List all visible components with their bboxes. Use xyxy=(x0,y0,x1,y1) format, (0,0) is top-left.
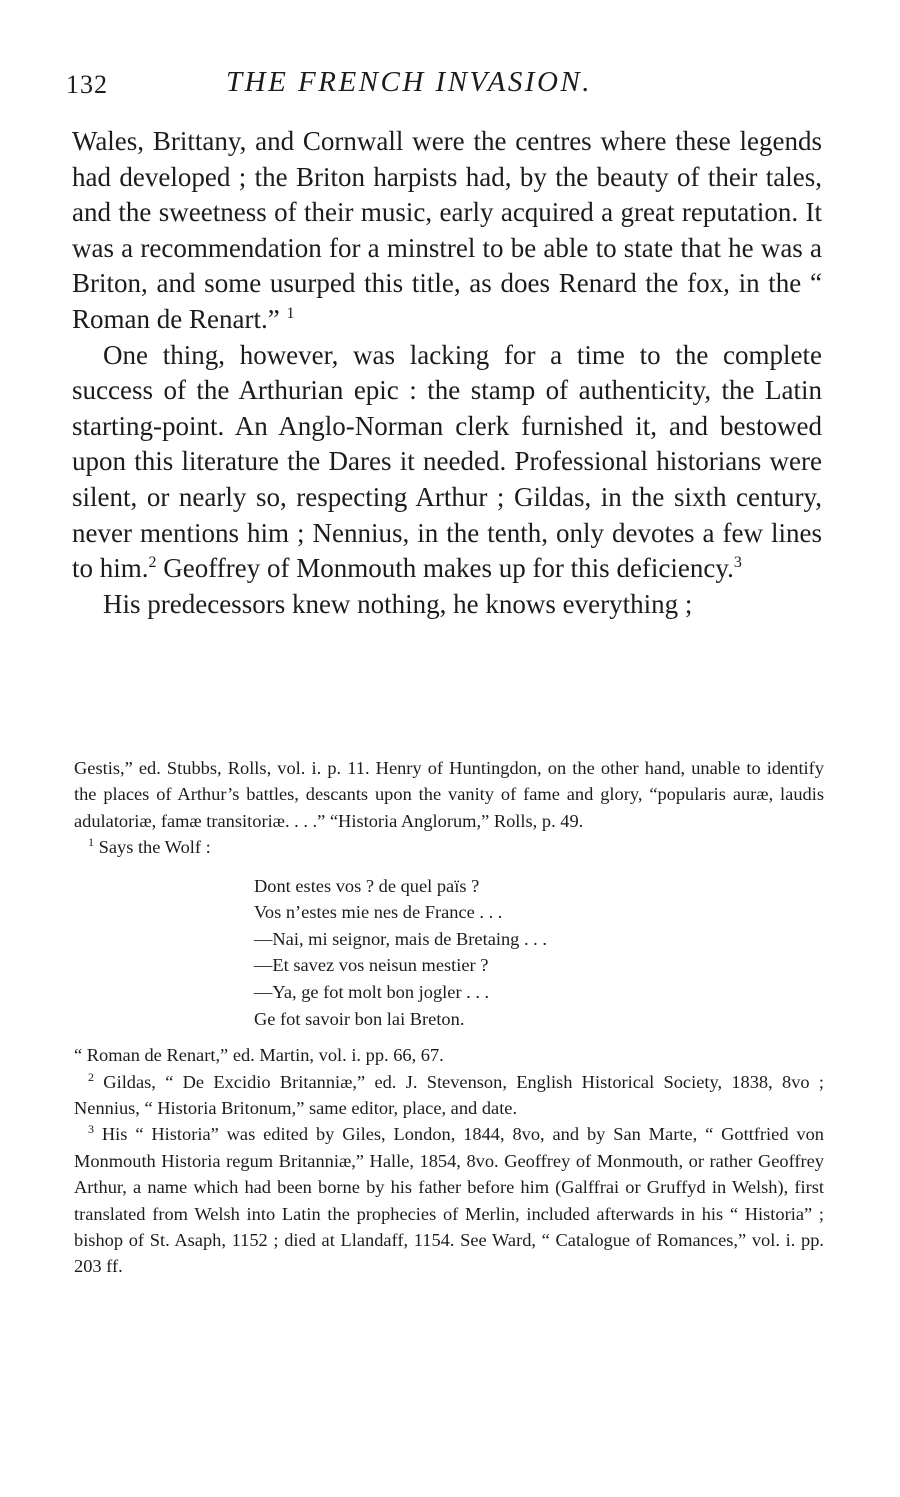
paragraph-1-text: Wales, Brittany, and Cornwall were the centres where these legends had developed ; the Briton harpists had, by the beauty of their tales, and the sweetness of their music, early acquired a great reputation. It was a recommendation for a minstrel to be able to state that he was a Briton, and some usurped this title, as does Renard the fox, in the “ Roman de Renart.” xyxy=(72,126,822,334)
paragraph-2 xyxy=(72,338,822,587)
paragraph-1 xyxy=(72,124,822,338)
verse-line: —Ya, ge fot molt bon jogler . . . xyxy=(254,982,490,1002)
footnotes xyxy=(74,755,824,1280)
paragraph-3: His predecessors knew nothing, he knows everything ; xyxy=(103,588,693,619)
verse-line: —Nai, mi seignor, mais de Bretaing . . . xyxy=(254,928,547,949)
running-title: THE FRENCH INVASION. xyxy=(226,66,593,98)
verse-line: —Et savez vos neisun mestier ? xyxy=(254,955,489,976)
footnote-1-intro: Says the Wolf : xyxy=(98,837,211,858)
footnote-carryover: Gestis,” ed. Stubbs, Rolls, vol. i. p. 11. Henry of Huntingdon, on the other hand, unable to identify the places of Arthur’s battles, descants upon the vanity of fame and glory, “popularis auræ, laudis adulatoriæ, famæ transitoriæ. . . .” “Historia Anglorum,” Rolls, p. 49. xyxy=(74,758,824,831)
verse-line: Vos n’estes mie nes de France . . . xyxy=(254,902,503,923)
paragraph-2-text-b: Geoffrey of Monmouth makes up for this deficiency. xyxy=(156,553,734,584)
footnote-1 xyxy=(74,834,824,860)
verse-line: Ge fot savoir bon lai Breton. xyxy=(254,1008,465,1029)
footnote-3-mark: 3 xyxy=(88,1122,94,1137)
page-number: 132 xyxy=(66,70,108,99)
footnote-ref-1: 1 xyxy=(286,304,295,322)
main-text xyxy=(72,124,822,622)
footnote-1-citation: “ Roman de Renart,” ed. Martin, vol. i. pp. 66, 67. xyxy=(74,1045,444,1066)
footnote-2-mark: 2 xyxy=(88,1069,94,1084)
paragraph-2-text-a: One thing, however, was lacking for a time to the complete success of the Arthurian epic : the stamp of authenticity, the Latin starting-point. An Anglo-Norman clerk furnished it, and bestowed upon this literature the Dares it needed. Professional historians were silent, or nearly so, respecting Arthur ; Gildas, in the sixth century, never mentions him ; Nennius, in the tenth, only devotes a few lines to him. xyxy=(72,339,822,584)
footnote-1-mark: 1 xyxy=(88,835,94,850)
footnote-ref-2: 2 xyxy=(148,554,157,572)
footnote-2 xyxy=(74,1069,824,1122)
verse-line: Dont estes vos ? de quel païs ? xyxy=(254,875,480,896)
verse-quote xyxy=(254,873,824,1033)
page-header xyxy=(66,64,826,104)
footnote-3-text: His “ Historia” was edited by Giles, London, 1844, 8vo, and by San Marte, “ Gottfried von Monmouth Historia regum Britanniæ,” Halle, 1854, 8vo. Geoffrey of Monmouth, or rather Geoffrey Arthur, a name which had been borne by his father before him (Galffrai or Gruffyd in Welsh), first translated from Welsh into Latin the prophecies of Merlin, included afterwards in his “ Historia” ; bishop of St. Asaph, 1152 ; died at Llandaff, 1154. See Ward, “ Catalogue of Romances,” vol. i. pp. 203 ff. xyxy=(74,1124,824,1277)
footnote-ref-3: 3 xyxy=(733,554,742,572)
footnote-2-text: Gildas, “ De Excidio Britanniæ,” ed. J. Stevenson, English Historical Society, 1838, 8vo ; Nennius, “ Historia Britonum,” same editor, place, and date. xyxy=(74,1071,824,1118)
footnote-3 xyxy=(74,1121,824,1279)
